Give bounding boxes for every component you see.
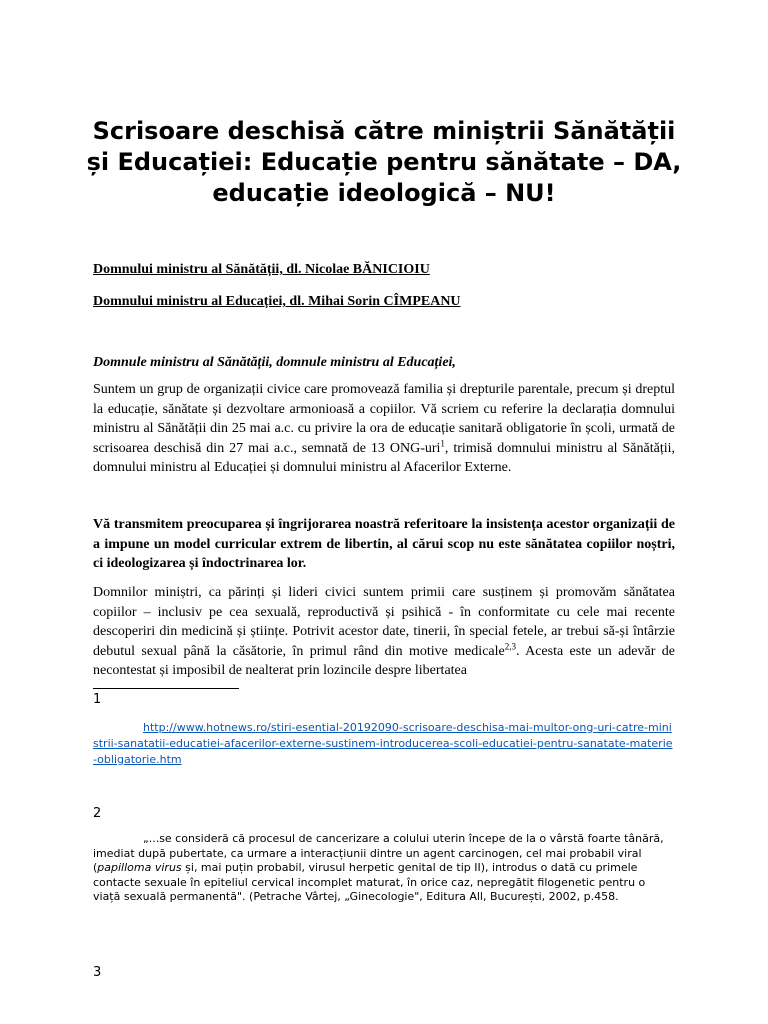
paragraph-ministers: [93, 583, 675, 681]
paragraph-intro-text-end: , trimisă domnului ministru al Sănătății, domnului ministru al Educației și domnului ministru al Afacerilor Externe.: [93, 440, 675, 475]
footnote-number-2: 2: [93, 806, 102, 821]
footnote-separator: [93, 688, 239, 689]
document-title: Scrisoare deschisă către miniștrii Sănătății și Educației: Educație pentru sănătate – DA, educație ideologică – NU!: [86, 117, 682, 207]
footnote-ref-2-3[interactable]: 2,3: [504, 640, 516, 651]
paragraph-ministers-clip: [0, 583, 768, 683]
paragraph-intro-text: Suntem un grup de organizații civice care promovează familia și drepturile parentale, precum și dreptul la educație, sănătate și dezvoltare armonioasă a copiilor. Vă scriem cu referire la declarația domnului ministru al Sănătății din 25 mai a.c. cu privire la ora de educație sanitară obligatorie în școli, urmată de scrisoarea deschisă din 27 mai a.c., semnată de 13 ONG-uri: [93, 382, 675, 456]
paragraph-concern: Vă transmitem preocuparea și îngrijorarea noastră referitoare la insistența acestor organizații de a impune un model curricular extrem de libertin, al cărui scop nu este sănătatea copiilor noștri, ci ideologizarea și îndoctrinarea lor.: [93, 517, 675, 571]
addressee-health-minister: Domnului ministru al Sănătății, dl. Nicolae BĂNICIOIU: [93, 262, 430, 277]
footnote-2-text-start: „...se consideră că procesul de cancerizare a colului uterin începe de la o vârstă foarte tânără, imediat după pubertate, ca urmare a interacțiunii dintre un agent carcinogen, cel mai probabil viral (: [93, 832, 664, 874]
paragraph-intro: [93, 380, 675, 478]
salutation: Domnule ministru al Sănătății, domnule ministru al Educației,: [93, 355, 456, 370]
footnote-2-text-end: și, mai puțin probabil, virusul herpetic genital de tip II), introdus o dată cu primele contacte sexuale în epiteliul cervical incomplet maturat, în orice caz, nepregătit filogenetic pentru o viață sexuală permanentă". (Petrache Vârtej, „Ginecologie", Editura All, București, 2002, p.458.: [93, 861, 646, 903]
paragraph-ministers-text-end: . Acesta este un adevăr de necontestat și imposibil de nealterat prin lozincile despre libertatea: [93, 643, 675, 678]
addressee-education-minister: Domnului ministru al Educației, dl. Mihai Sorin CÎMPEANU: [93, 294, 461, 309]
footnote-2-italic: papilloma virus: [97, 861, 182, 874]
footnote-1-link[interactable]: http://www.hotnews.ro/stiri-esential-20192090-scrisoare-deschisa-mai-multor-ong-uri-catre-ministrii-sanatatii-educatiei-afacerilor-externe-sustinem-introducerea-scoli-educatiei-pentru-sanatate-materie-obligatorie.htm: [93, 721, 673, 766]
footnote-number-3: 3: [93, 965, 102, 980]
footnote-number-1: 1: [93, 692, 102, 707]
footnote-2-text: [93, 832, 675, 905]
paragraph-ministers-text: Domnilor miniștri, ca părinți și lideri civici suntem primii care susținem și promovăm sănătatea copiilor – inclusiv pe cea sexuală, reproductivă și psihică - în conformitate cu cele mai recente descoperiri din medicină și științe. Potrivit acestor date, tinerii, în special fetele, ar trebui să-și întârzie debutul sexual până la căsătorie, în primul rând din motive medicale: [93, 585, 675, 659]
footnote-ref-1[interactable]: 1: [440, 437, 445, 448]
